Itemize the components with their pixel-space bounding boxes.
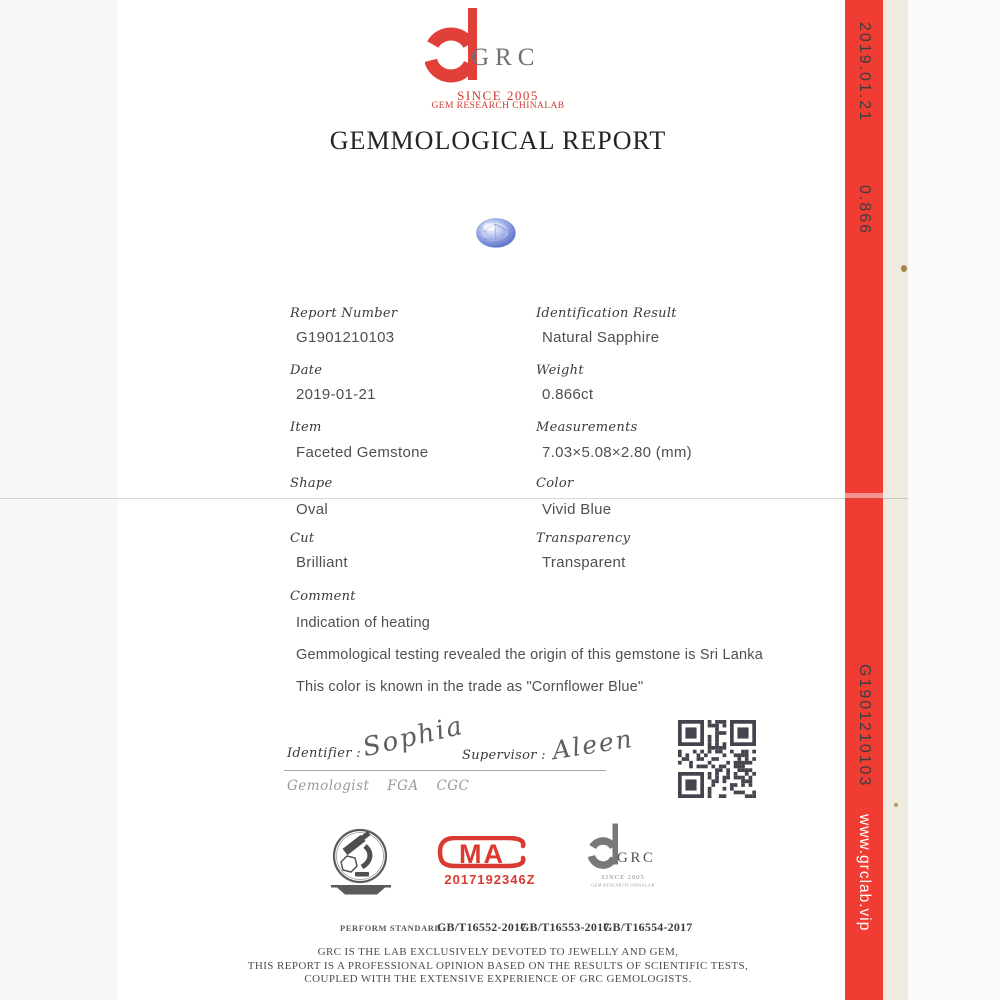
field-label-transparency: Transparency xyxy=(536,531,631,546)
supervisor-signature: Aleen xyxy=(550,723,636,766)
microscope-icon xyxy=(329,826,393,898)
cma-letters: MA xyxy=(459,839,505,869)
standard-item: GB/T16552-2017 xyxy=(437,920,527,934)
footer-line: GRC IS THE LAB EXCLUSIVELY DEVOTED TO JEWELLY AND GEM, xyxy=(317,946,679,958)
fold-crease-highlight xyxy=(845,493,883,498)
signature-line xyxy=(284,770,606,771)
field-label-report-number: Report Number xyxy=(290,306,398,321)
supervisor-label: Supervisor : xyxy=(462,748,546,763)
standard-item: GB/T16554-2017 xyxy=(603,920,693,934)
standard-item: GB/T16553-2017 xyxy=(520,920,610,934)
field-label-cut: Cut xyxy=(290,531,315,546)
field-value-cut: Brilliant xyxy=(296,554,348,571)
scan-right-margin xyxy=(908,0,1000,1000)
grc-small-text: GRC xyxy=(617,850,656,866)
page-edge-strip xyxy=(883,0,908,1000)
scan-speck xyxy=(901,265,907,272)
band-website: www.grclab.vip xyxy=(856,814,873,932)
scan-left-margin xyxy=(0,0,118,1000)
field-value-date: 2019-01-21 xyxy=(296,386,376,403)
qr-code xyxy=(678,720,758,798)
footer-statement xyxy=(148,946,848,987)
logo-org-text: GEM RESEARCH CHINALAB xyxy=(431,101,565,111)
field-label-date: Date xyxy=(290,363,323,378)
cma-number: 2017192346Z xyxy=(444,872,536,887)
grc-small-org: GEM RESEARCH CHINALAB xyxy=(591,882,655,888)
field-value-color: Vivid Blue xyxy=(542,501,612,518)
comment-label: Comment xyxy=(290,589,356,604)
field-value-report-number: G1901210103 xyxy=(296,329,395,346)
field-label-item: Item xyxy=(290,420,322,435)
grc-small-since: SINCE 2005 xyxy=(601,874,645,881)
gemstone-photo xyxy=(474,216,518,250)
comment-line: Gemmological testing revealed the origin of this gemstone is Sri Lanka xyxy=(296,647,763,663)
logo-grc-text: GRC xyxy=(471,44,541,71)
field-label-measurements: Measurements xyxy=(536,420,638,435)
grc-small-logo xyxy=(586,822,662,892)
scan-speck xyxy=(894,803,898,807)
identifier-signature: Sophia xyxy=(359,710,467,764)
field-label-identification-result: Identification Result xyxy=(536,306,677,321)
credentials-text: Gemologist FGA CGC xyxy=(287,778,470,794)
field-value-transparency: Transparent xyxy=(542,554,626,571)
band-report-number: G1901210103 xyxy=(856,664,873,788)
band-weight: 0.866 xyxy=(856,185,873,236)
perform-standard-label: PERFORM STANDARD xyxy=(340,923,442,933)
field-value-weight: 0.866ct xyxy=(542,386,594,403)
comment-line: Indication of heating xyxy=(296,615,430,631)
field-value-measurements: 7.03×5.08×2.80 (mm) xyxy=(542,444,692,461)
logo-since-text: SINCE 2005 xyxy=(457,88,539,103)
field-value-identification-result: Natural Sapphire xyxy=(542,329,660,346)
cma-logo xyxy=(437,836,543,876)
field-value-shape: Oval xyxy=(296,501,329,518)
field-label-weight: Weight xyxy=(536,363,584,378)
field-value-item: Faceted Gemstone xyxy=(296,444,429,461)
footer-line: COUPLED WITH THE EXTENSIVE EXPERIENCE OF GRC GEMOLOGISTS. xyxy=(304,973,692,985)
footer-line: THIS REPORT IS A PROFESSIONAL OPINION BASED ON THE RESULTS OF SCIENTIFIC TESTS, xyxy=(247,959,749,972)
identifier-label: Identifier : xyxy=(287,746,361,761)
fold-crease xyxy=(0,498,908,499)
comment-line: This color is known in the trade as "Cornflower Blue" xyxy=(296,679,644,695)
field-label-color: Color xyxy=(536,476,574,491)
report-title: GEMMOLOGICAL REPORT xyxy=(329,126,667,155)
band-date: 2019.01.21 xyxy=(856,22,873,123)
field-label-shape: Shape xyxy=(290,476,333,491)
